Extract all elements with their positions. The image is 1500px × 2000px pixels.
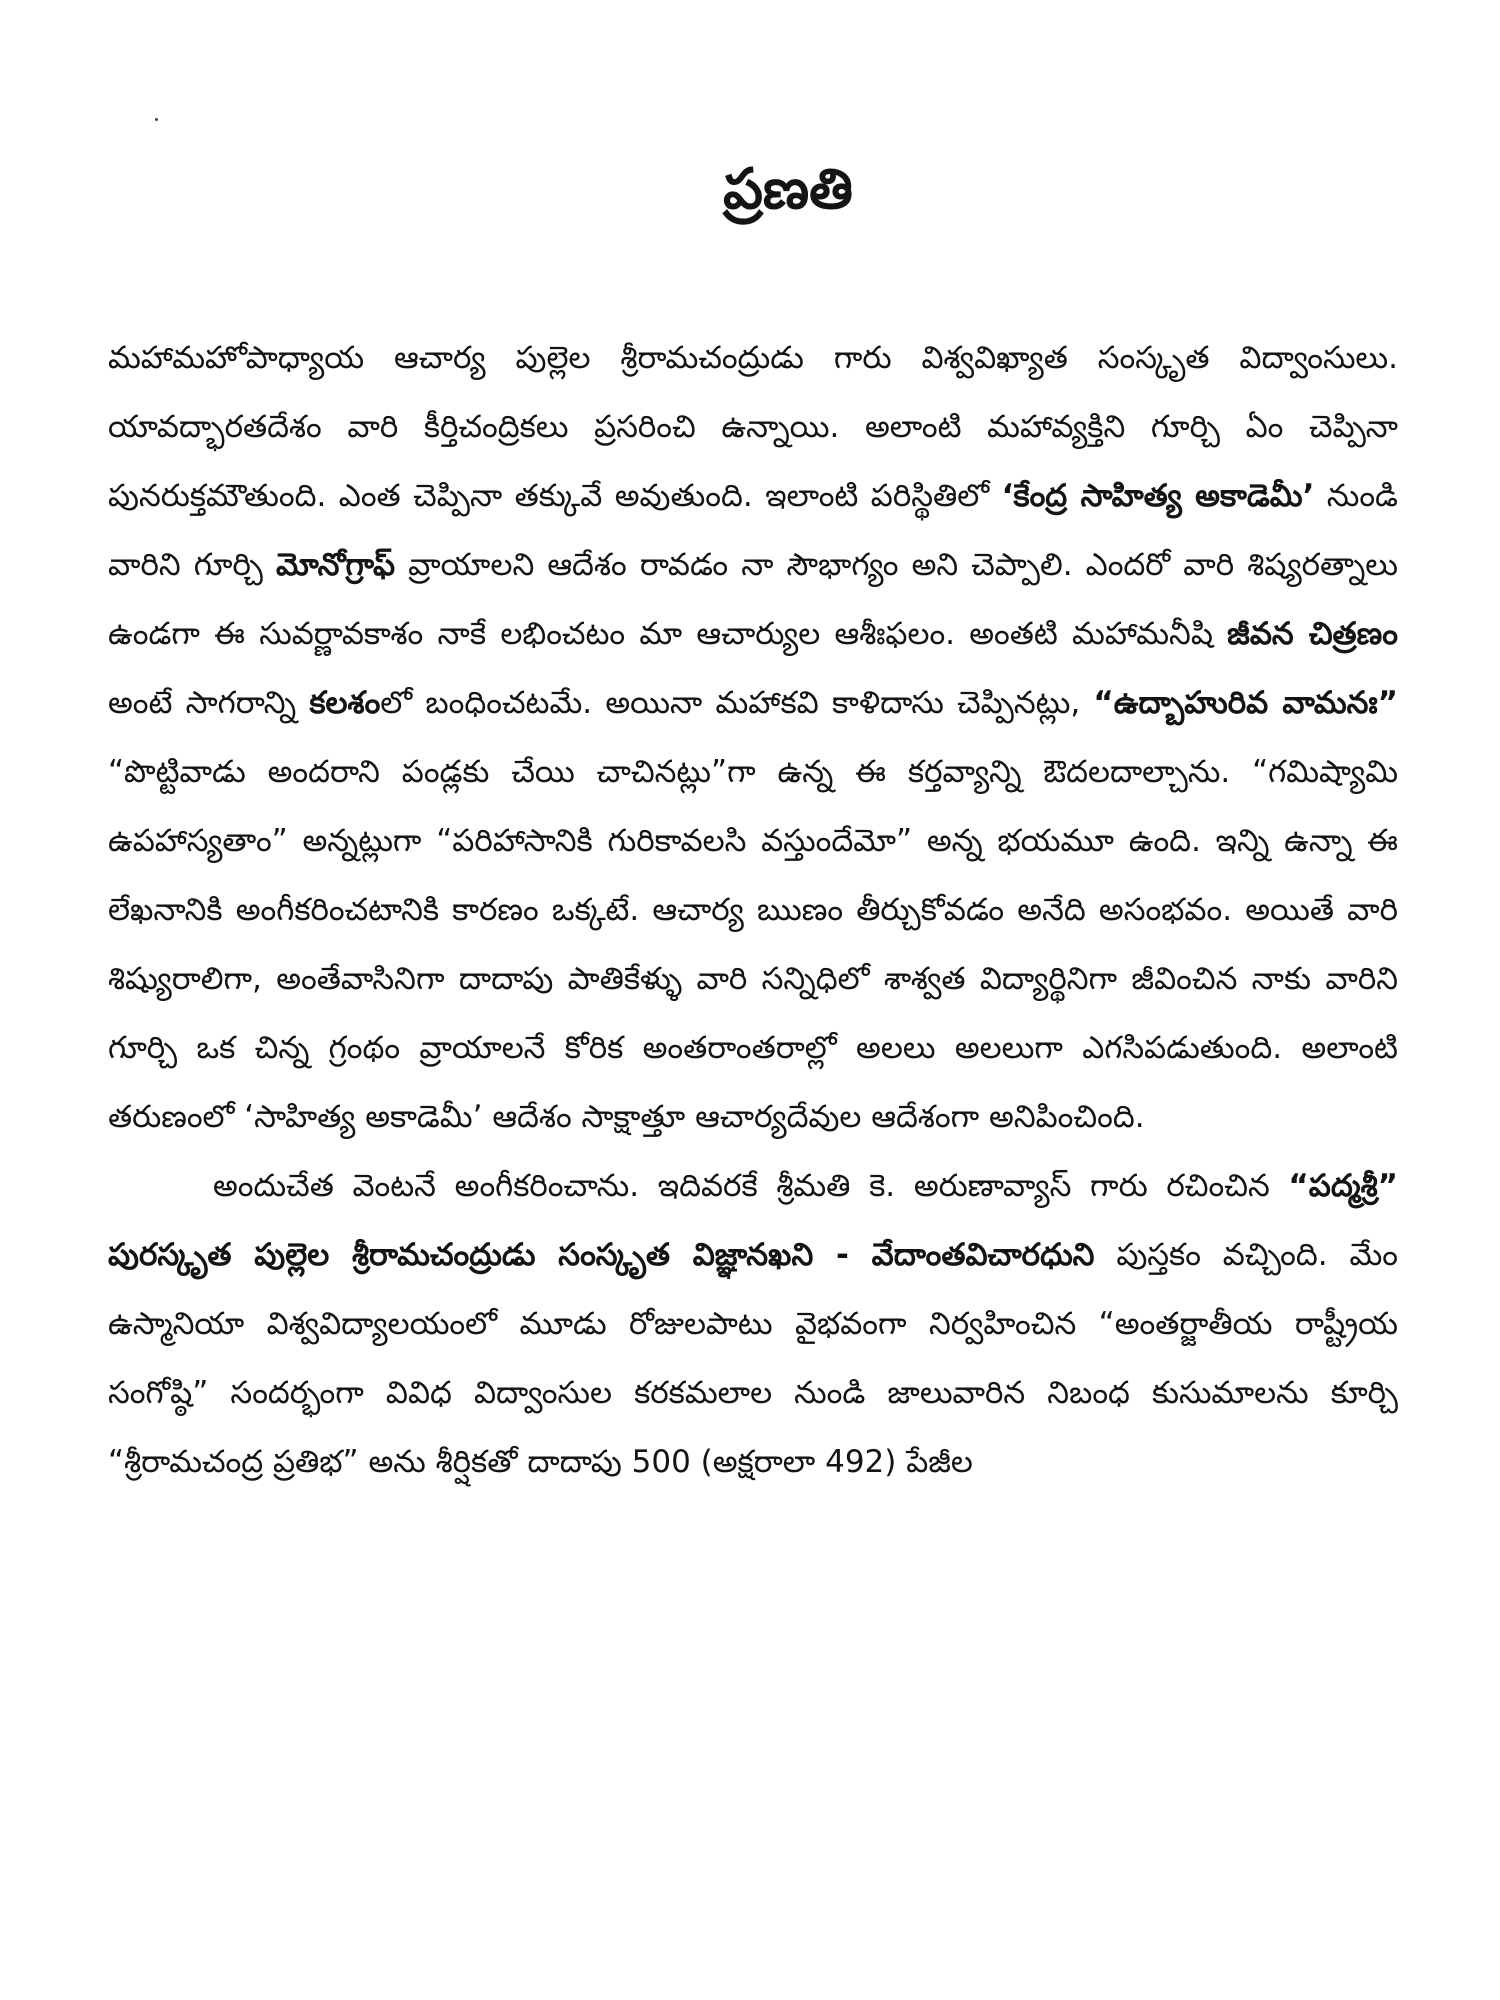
page-title: ప్రణతి <box>723 157 853 222</box>
paragraph-1 <box>108 324 1398 1152</box>
paragraph-2 <box>108 1152 1398 1497</box>
bold-text-segment: “పద్మశ్రీ” పురస్కృత పుల్లెల శ్రీరామచంద్రుడు సంస్కృత విజ్ఞానఖని - వేదాంతవిచారధుని <box>108 1168 1398 1273</box>
bold-text-segment: ‘కేంద్ర సాహిత్య అకాడెమీ’ <box>1001 478 1315 514</box>
bold-text-segment: జీవన చిత్రణం <box>1227 616 1398 652</box>
text-segment: మహామహోపాధ్యాయ ఆచార్య పుల్లెల శ్రీరామచంద్రుడు గారు విశ్వవిఖ్యాత సంస్కృత విద్వాంసులు. యావద్భారతదేశం వారి కీర్తిచంద్రికలు ప్రసరించి ఉన్నాయి. అలాంటి మహావ్యక్తిని గూర్చి ఏం చెప్పినా పునరుక్తమౌతుంది. ఎంత చెప్పినా తక్కువే అవుతుంది. ఇలాంటి పరిస్థితిలో <box>108 340 1398 514</box>
bold-text-segment: మోనోగ్రాఫ్ <box>275 547 396 583</box>
scan-speck <box>155 118 158 121</box>
text-segment: అంటే సాగరాన్ని <box>108 685 310 721</box>
document-page <box>108 150 1398 1970</box>
bold-text-segment: కలశం <box>309 685 381 721</box>
bold-text-segment: “ఉద్బాహురివ వామనః” <box>1093 685 1398 721</box>
text-segment: వ్రాయాలని ఆదేశం రావడం నా సౌభాగ్యం అని చెప్పాలి. ఎందరో వారి శిష్యరత్నాలు ఉండగా ఈ సువర్ణావకాశం నాకే లభించటం మా ఆచార్యుల ఆశీఃఫలం. అంతటి మహామనీషి <box>108 547 1398 652</box>
text-segment: అందుచేత వెంటనే అంగీకరించాను. ఇదివరకే శ్రీమతి కె. అరుణావ్యాస్ గారు రచించిన <box>213 1168 1289 1204</box>
text-segment: పుస్తకం వచ్చింది. మేం ఉస్మానియా విశ్వవిద్యాలయంలో మూడు రోజులపాటు వైభవంగా నిర్వహించిన “అంతర్జాతీయ రాష్ట్రీయ సంగోష్ఠి” సందర్భంగా వివిధ విద్వాంసుల కరకమలాల నుండి జాలువారిన నిబంధ కుసుమాలను కూర్చి “శ్రీరామచంద్ర ప్రతిభ” అను శీర్షికతో దాదాపు 500 (అక్షరాలా 492) పేజీల <box>108 1237 1398 1480</box>
text-segment: నుండి వారిని గూర్చి <box>108 478 1398 583</box>
text-segment: “పొట్టివాడు అందరాని పండ్లకు చేయి చాచినట్లు”గా ఉన్న ఈ కర్తవ్యాన్ని ఔదలదాల్చాను. “గమిష్యామి ఉపహాస్యతాం” అన్నట్లుగా “పరిహాసానికి గురికావలసి వస్తుందేమో” అన్న భయమూ ఉంది. ఇన్ని ఉన్నా ఈ లేఖనానికి అంగీకరించటానికి కారణం ఒక్కటే. ఆచార్య ఋణం తీర్చుకోవడం అనేది అసంభవం. అయితే వారి శిష్యురాలిగా, అంతేవాసినిగా దాదాపు పాతికేళ్ళు వారి సన్నిధిలో శాశ్వత విద్యార్థినిగా జీవించిన నాకు వారిని గూర్చి ఒక చిన్న గ్రంథం వ్రాయాలనే కోరిక అంతరాంతరాల్లో అలలు అలలుగా ఎగసిపడుతుంది. అలాంటి తరుణంలో ‘సాహిత్య అకాడెమీ’ ఆదేశం సాక్షాత్తూ ఆచార్యదేవుల ఆదేశంగా అనిపించింది. <box>108 754 1398 1135</box>
text-segment: లో బంధించటమే. అయినా మహాకవి కాళిదాసు చెప్పినట్లు, <box>380 685 1094 721</box>
